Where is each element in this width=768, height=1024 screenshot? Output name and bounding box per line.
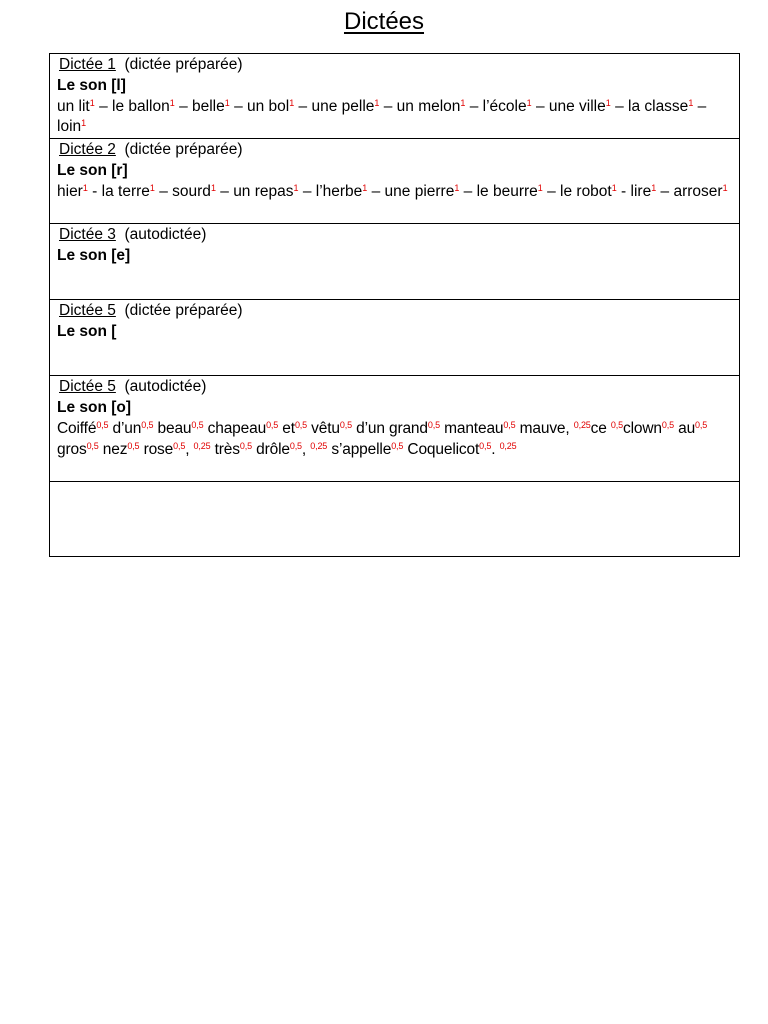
dictee-sound: Le son [ [57, 322, 117, 340]
dictee-word: et [282, 419, 295, 437]
dictee-word: l’herbe [315, 182, 363, 200]
dictee-word: ce [590, 419, 607, 437]
dictee-word: le ballon [112, 97, 170, 115]
dictee-word: rose [143, 440, 174, 458]
dictee-word: une pelle [311, 97, 375, 115]
dictee-word: une pierre [384, 182, 455, 200]
score-superscript: 1 [374, 97, 380, 108]
dictee-word: hier [57, 182, 83, 200]
table-row [50, 300, 740, 376]
dictee-header [57, 377, 733, 398]
score-superscript: 1 [605, 97, 611, 108]
dictee-word: clown [622, 419, 662, 437]
score-superscript: 0,5 [239, 440, 252, 451]
dictee-word: . [491, 440, 496, 458]
dictee-word: gros [57, 440, 87, 458]
dictee-name: Dictée 5 [59, 302, 116, 320]
dictee-name: Dictée 2 [59, 141, 116, 159]
dictee-word: sourd [172, 182, 211, 200]
dictee-name: Dictée 3 [59, 226, 116, 244]
empty-cell [50, 482, 740, 557]
dictee-header [57, 140, 733, 161]
score-superscript: 1 [526, 97, 532, 108]
dictee-word: une ville [548, 97, 606, 115]
score-superscript: 1 [454, 182, 460, 193]
dictee-cell [50, 300, 740, 376]
dictee-word: loin [57, 118, 82, 136]
score-superscript: 1 [611, 182, 617, 193]
score-superscript: 0,5 [294, 419, 307, 430]
dictee-name: Dictée 1 [59, 56, 116, 73]
dictee-word: très [214, 440, 240, 458]
table-row [50, 376, 740, 482]
dictee-word: nez [102, 440, 128, 458]
dictee-word: la terre [101, 182, 150, 200]
dictee-kind: (dictée préparée) [124, 141, 243, 159]
dictee-kind: (dictée préparée) [124, 56, 243, 73]
score-superscript: 0,5 [266, 419, 279, 430]
dictee-word: un lit [57, 97, 90, 115]
dictee-sound: Le son [r] [57, 161, 128, 179]
word-list: un lit$^1$ – le ballon$^1$ – belle$^1$ – un bol$^1$ – une pelle$^1$ – un melon$^1$ – l’école$^1$ – une ville$^1$ – la classe$^1$ – loin$^1$ [57, 97, 707, 136]
dictee-word: un repas [233, 182, 294, 200]
dictee-word: lire [630, 182, 652, 200]
score-superscript: 0,5 [391, 440, 404, 451]
dictee-cell [50, 54, 740, 139]
score-superscript: 1 [293, 182, 299, 193]
score-superscript: 0,5 [141, 419, 154, 430]
score-superscript: 0,25 [193, 440, 211, 451]
dictee-word: arroser [673, 182, 723, 200]
dictee-word: Coquelicot [407, 440, 480, 458]
dictees-table [49, 53, 740, 557]
dictee-word: drôle [256, 440, 290, 458]
score-superscript: 1 [651, 182, 657, 193]
score-superscript: 0,5 [479, 440, 492, 451]
dictee-word: s’appelle [331, 440, 392, 458]
score-superscript: 0,5 [695, 419, 708, 430]
word-list [57, 419, 733, 461]
score-superscript: 0,5 [86, 440, 99, 451]
dictee-word: chapeau [207, 419, 267, 437]
score-superscript: 1 [89, 97, 95, 108]
dictee-word: , [185, 440, 190, 458]
dictee-word: Coiffé [57, 419, 97, 437]
dictee-word: , [301, 440, 307, 458]
dictee-word: manteau [444, 419, 504, 437]
score-superscript: 1 [149, 182, 155, 193]
dictee-word: belle [192, 97, 225, 115]
dictee-kind: (dictée préparée) [124, 302, 243, 320]
dictee-word: la classe [628, 97, 689, 115]
dictee-sound: Le son [e] [57, 246, 131, 264]
dictee-word: au [678, 419, 696, 437]
dictee-word: un bol [247, 97, 290, 115]
dictee-cell [50, 139, 740, 224]
score-superscript: 0,5 [610, 419, 623, 430]
dictee-kind: (autodictée) [124, 378, 207, 396]
dictee-sound: Le son [o] [57, 398, 132, 416]
score-superscript: 1 [210, 182, 216, 193]
table-row [50, 224, 740, 300]
score-superscript: 0,5 [661, 419, 674, 430]
score-superscript: 0,5 [339, 419, 352, 430]
score-superscript: 1 [460, 97, 466, 108]
score-superscript: 1 [81, 118, 87, 129]
page-title: Dictées [343, 8, 425, 35]
score-superscript: 0,25 [499, 440, 517, 451]
score-superscript: 0,25 [573, 419, 591, 430]
score-superscript: 1 [722, 182, 728, 193]
dictee-cell [50, 224, 740, 300]
dictee-word: un melon [396, 97, 461, 115]
table-row [50, 482, 740, 557]
score-superscript: 0,5 [173, 440, 186, 451]
score-superscript: 0,5 [289, 440, 302, 451]
dictee-header [57, 225, 733, 246]
score-superscript: 0,5 [96, 419, 109, 430]
dictee-header [57, 55, 733, 76]
score-superscript: 1 [289, 97, 295, 108]
score-superscript: 0,5 [503, 419, 516, 430]
dictee-word: l’école [482, 97, 527, 115]
dictee-word: beau [157, 419, 192, 437]
score-superscript: 0,5 [191, 419, 204, 430]
score-superscript: 1 [537, 182, 543, 193]
dictee-header [57, 301, 733, 322]
score-superscript: 1 [169, 97, 175, 108]
dictee-sound: Le son [l] [57, 76, 126, 94]
score-superscript: 0,25 [310, 440, 328, 451]
dictee-kind: (autodictée) [124, 226, 207, 244]
dictee-word: d’un [112, 419, 142, 437]
table-row [50, 54, 740, 139]
score-superscript: 1 [688, 97, 694, 108]
score-superscript: 0,5 [127, 440, 140, 451]
score-superscript: 0,5 [427, 419, 440, 430]
word-list: hier$^1$ - la terre$^1$ – sourd$^1$ – un repas$^1$ – l’herbe$^1$ – une pierre$^1$ – le beurre$^1$ – le robot$^1$ - lire$^1$ – arroser$^1$ [57, 182, 728, 200]
dictee-word: le robot [560, 182, 612, 200]
dictee-word: le beurre [476, 182, 538, 200]
dictee-word: d’un grand [356, 419, 428, 437]
score-superscript: 1 [82, 182, 88, 193]
dictee-name: Dictée 5 [59, 378, 116, 396]
score-superscript: 1 [224, 97, 230, 108]
table-row [50, 139, 740, 224]
dictee-word: vêtu [311, 419, 340, 437]
score-superscript: 1 [362, 182, 368, 193]
dictee-cell [50, 376, 740, 482]
dictee-word: mauve, [519, 419, 570, 437]
